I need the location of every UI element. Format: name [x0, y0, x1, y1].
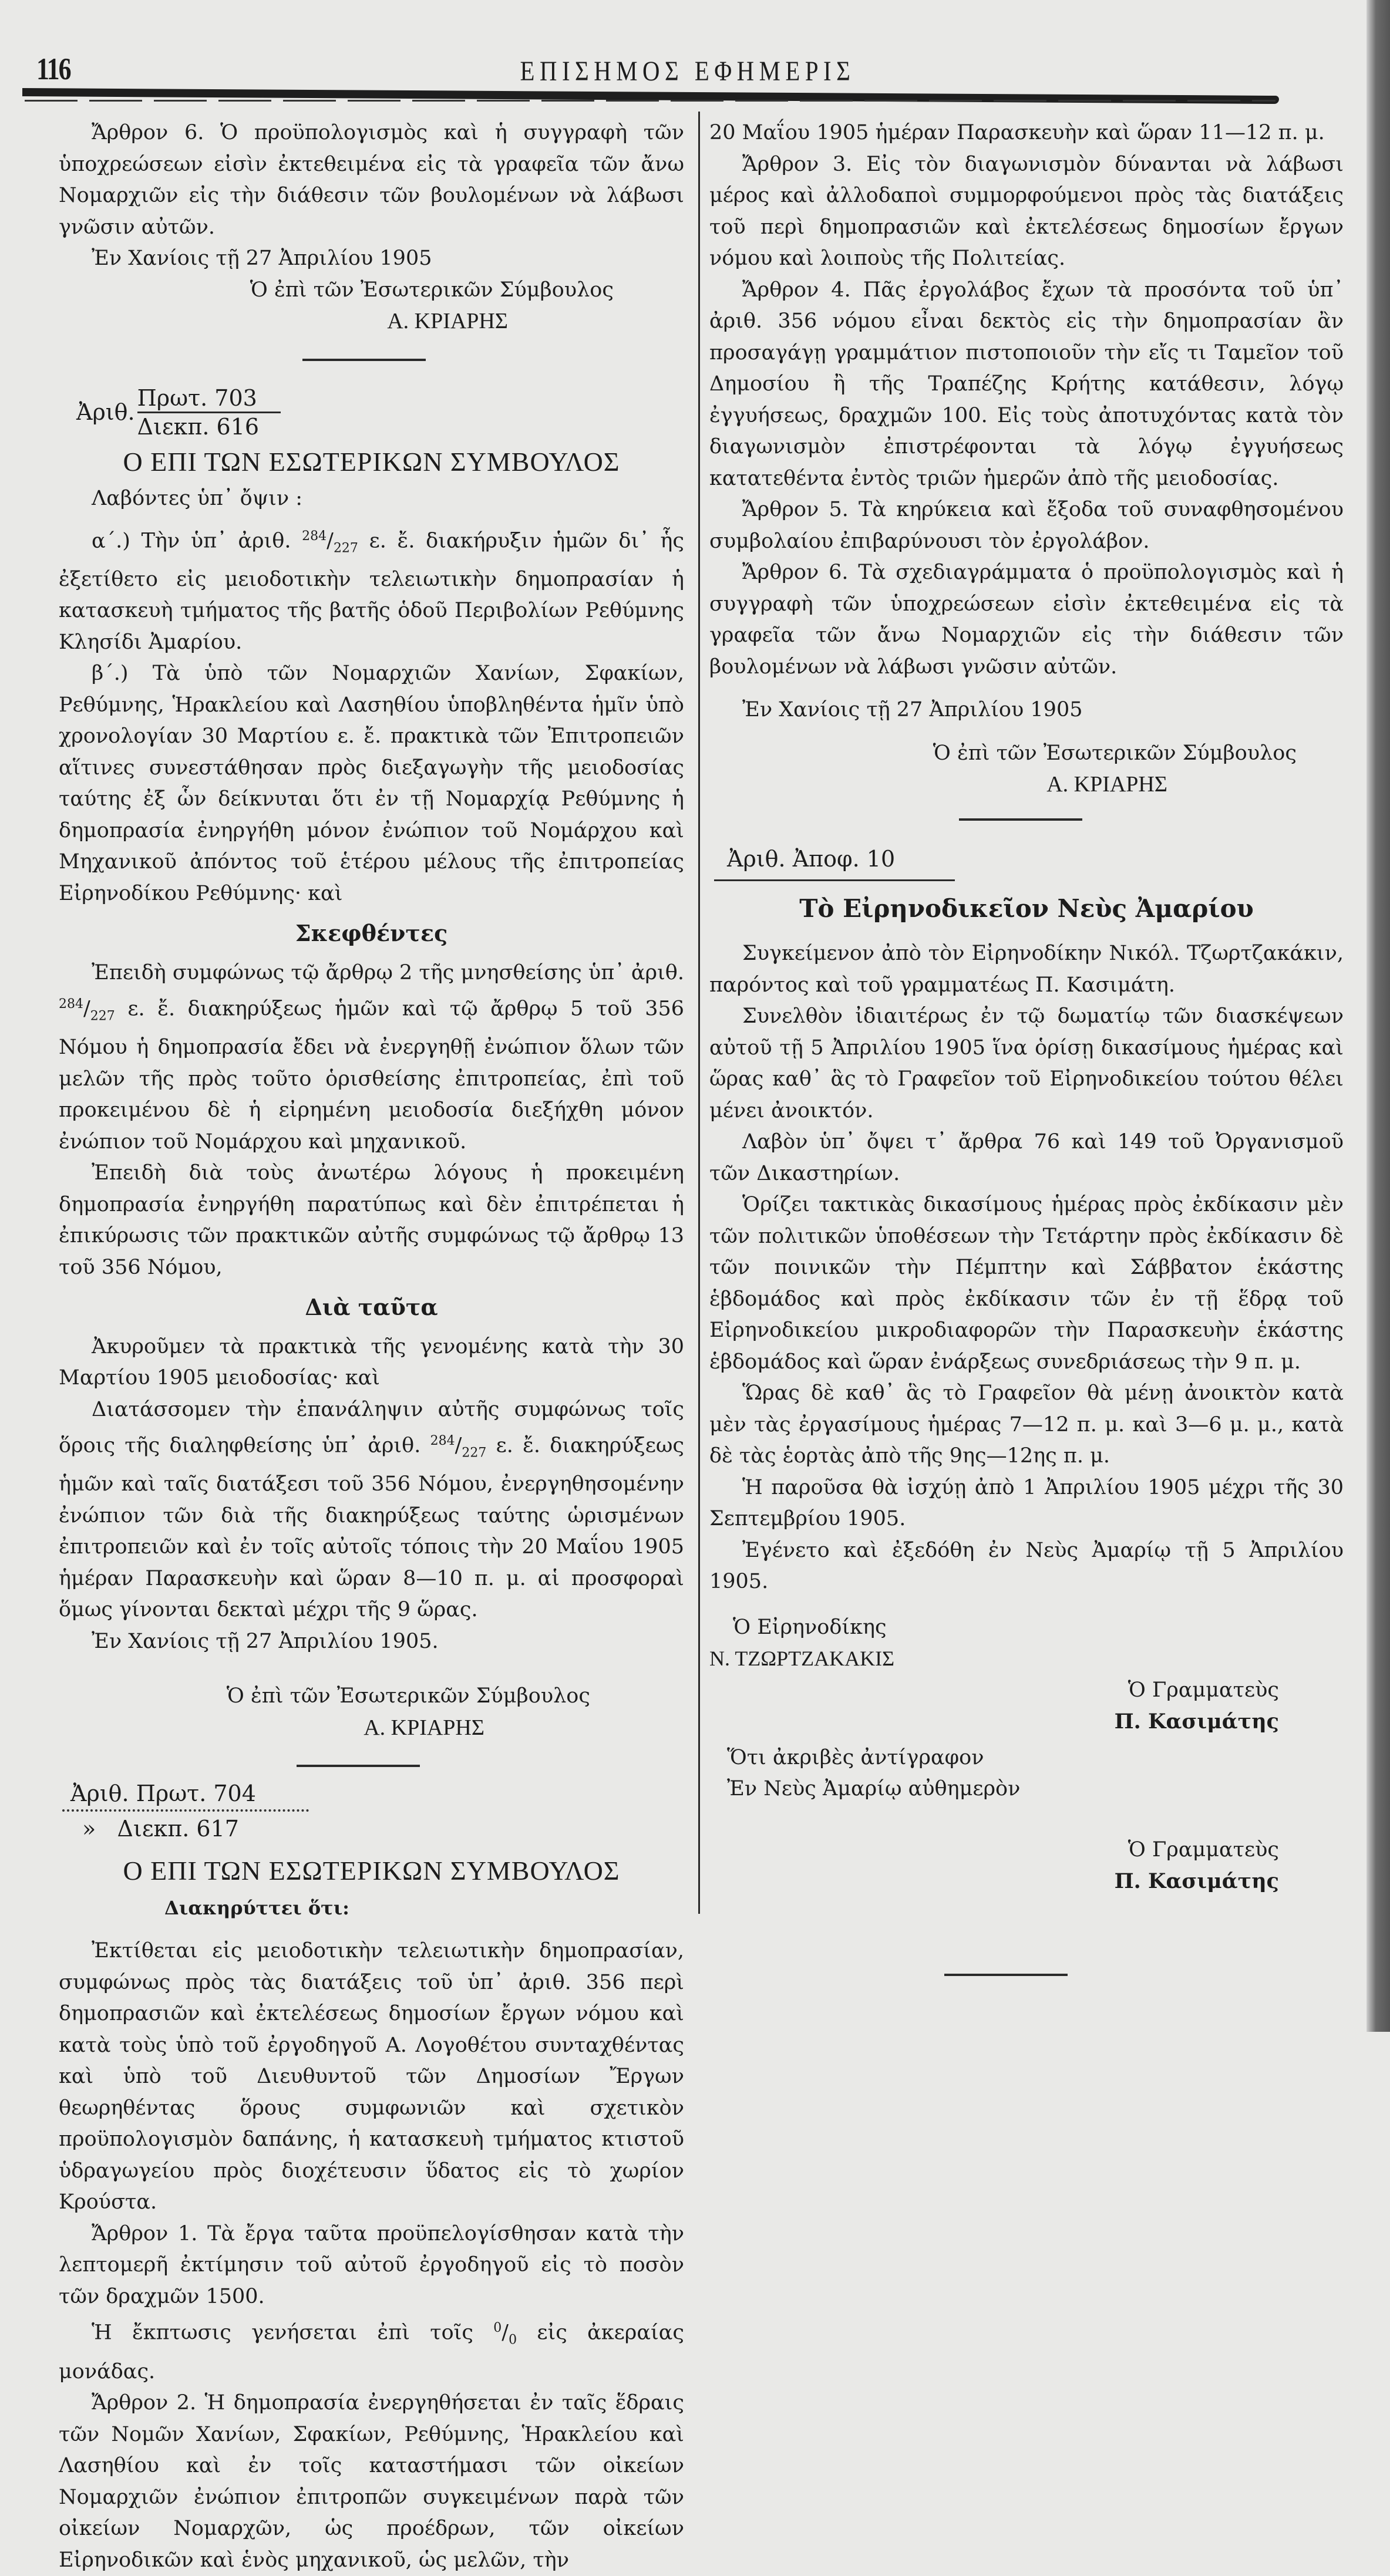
- discount-rest: εἰς ἀκεραίας μονάδας.: [59, 2321, 684, 2383]
- fraction-denominator: 227: [462, 1445, 487, 1461]
- protocol-number: Πρωτ. 703: [137, 385, 281, 413]
- article-3: Ἄρθρον 3. Εἰς τὸν διαγωνισμὸν δύνανται νὰ λάβωσι μέρος καὶ ἀλλοδαποὶ συμμορφούμενοι πρὸς τὰς διατάξεις τοῦ περὶ δημοπρασιῶν καὶ ἐκτελέσεως δημοσίων ἔργων νόμου καὶ λοιποὺς τῆς Πολιτείας.: [709, 152, 1344, 270]
- percent-bottom: 0: [509, 2333, 517, 2348]
- decision-number-10: Ἀριθ. Ἀποφ. 10: [727, 845, 896, 872]
- court-validity: Ἡ παροῦσα θὰ ἰσχύῃ ἀπὸ 1 Ἀπριλίου 1905 μέχρι τῆς 30 Σεπτεμβρίου 1905.: [709, 1475, 1344, 1530]
- gazette-masthead: ΕΠΙΣΗΜΟΣ ΕΦΗΜΕΡΙΣ: [520, 56, 856, 87]
- column-divider: [698, 112, 700, 1914]
- signer-name: Α. ΚΡΙΑΡΗΣ: [364, 1715, 484, 1740]
- article-1: Ἄρθρον 1. Τὰ ἔργα ταῦτα προϋπελογίσθησαν κατὰ τὴν λεπτομερῆ ἐκτίμησιν τοῦ αὐτοῦ ἐργοδηγοῦ εἰς τὸ ποσὸν τῶν δραχμῶν 1500.: [59, 2221, 684, 2308]
- protocol-number-704: Ἀριθ. Πρωτ. 704: [70, 1781, 256, 1807]
- fraction-denominator: 227: [90, 1009, 115, 1024]
- certified-place-line: Ἐν Νεὺς Ἀμαρίῳ αὐθημερὸν: [727, 1777, 1021, 1800]
- section-divider: [302, 359, 426, 361]
- annul-paragraph: Ἀκυροῦμεν τὰ πρακτικὰ τῆς γενομένης κατὰ τὴν 30 Μαρτίου 1905 μειοδοσίας· καὶ: [59, 1334, 684, 1390]
- item-b: β΄.) Τὰ ὑπὸ τῶν Νομαρχιῶν Χανίων, Σφακίων, Ρεθύμνης, Ἡρακλείου καὶ Λασηθίου ὑποβληθέντα ἡμῖν ὑπὸ χρονολογίαν 30 Μαρτίου ε. ἔ. πρακτικὰ τῶν Ἐπιτροπειῶν αἵτινες συνεστάθησαν πρὸς διεξαγωγὴν τῆς μειοδοσίας ταύτης ἐξ ὧν δείκνυται ὅτι ἐν τῇ Νομαρχίᾳ Ρεθύμνης ἡ δημοπρασία ἐνηργήθη μόνον ἐνώπιον τοῦ Νομάρχου καὶ Μηχανικοῦ ἀπόντος τοῦ ἑτέρου μέλους τῆς ἐπιτροπείας Εἰρηνοδίκου Ρεθύμνης· καὶ: [59, 662, 684, 905]
- judge-title: Ὁ Εἰρηνοδίκης: [733, 1615, 887, 1639]
- discount-paragraph: Ἡ ἔκπτωσις γενήσεται ἐπὶ τοῖς $^0/_0$ εἰς ἀκεραίας μονάδας.: [59, 2321, 684, 2383]
- fraction-numerator: 284: [430, 1434, 455, 1449]
- page-header: [0, 0, 1390, 103]
- item-a-start: α΄.) Τὴν ὑπ᾽ ἀριθ.: [92, 529, 291, 553]
- article-5: Ἄρθρον 5. Τὰ κηρύκεια καὶ ἔξοδα τοῦ συναφθησομένου συμβολαίου ἐπιβαρύνουσι τὸν ἐργολάβον.: [709, 498, 1344, 553]
- decision-heading: Ο ΕΠΙ ΤΩΝ ΕΣΩΤΕΡΙΚΩΝ ΣΥΜΒΟΥΛΟΣ: [123, 1856, 620, 1886]
- header-rule-thick: [22, 88, 1279, 104]
- section-divider: [944, 1974, 1068, 1976]
- whereas-1-start: Ἐπειδὴ συμφώνως τῷ ἄρθρῳ 2 τῆς μνησθείσης ὑπ᾽ ἀριθ.: [92, 960, 684, 984]
- court-issued: Ἐγένετο καὶ ἐξεδόθη ἐν Νεὺς Ἀμαρίῳ τῇ 5 Ἀπριλίου 1905.: [709, 1538, 1344, 1593]
- considering-heading: Σκεφθέντες: [295, 920, 448, 947]
- decision-number-703: [76, 385, 684, 440]
- arith-label: Ἀριθ.: [76, 399, 135, 425]
- order-paragraph: Διατάσσομεν τὴν ἐπανάληψιν αὐτῆς συμφώνως τοῖς ὅροις τῆς διαληφθείσης ὑπ᾽ ἀριθ. $^{284}/_{227}$ ε. ἔ. διακηρύξεως ἡμῶν καὶ ταῖς διατάξεσι τοῦ 356 Νόμου, ἐνεργηθησομένην ἐνώπιον τῶν διὰ τῆς διακηρύξεως ταύτης ὡρισμένων ἐπιτροπειῶν καὶ ἐν τοῖς αὐτοῖς τόποις τὴν 20 Μαΐου 1905 ἡμέραν Παρασκευὴν καὶ ὥραν 8—10 π. μ. αἱ προσφοραὶ ὅμως γίνονται δεκταὶ μέχρι τῆς 9 ὥρας.: [59, 1397, 684, 1622]
- signer-name: Α. ΚΡΙΑΡΗΣ: [1046, 772, 1167, 797]
- discount-start: Ἡ ἔκπτωσις γενήσεται ἐπὶ τοῖς: [92, 2321, 473, 2345]
- header-rule-thin: [25, 100, 1275, 102]
- court-office-hours: Ὥρας δὲ καθ᾽ ἃς τὸ Γραφεῖον θὰ μένῃ ἀνοικτὸν κατὰ μὲν τὰς ἐργασίμους ἡμέρας 7—12 π. μ. καὶ 3—6 μ. μ., κατὰ δὲ τὰς ἑορτὰς ἀπὸ τῆς 9ης—12ης π. μ.: [709, 1381, 1344, 1468]
- court-composition: Συγκείμενον ἀπὸ τὸν Εἰρηνοδίκην Νικόλ. Τζωρτζακάκιν, παρόντος καὶ τοῦ γραμματέως Π. Κασιμάτη.: [709, 942, 1344, 997]
- secretary-title: Ὁ Γραμματεὺς: [1128, 1837, 1279, 1862]
- section-divider: [297, 1765, 420, 1767]
- secretary-name: Π. Κασιμάτης: [1114, 1710, 1279, 1734]
- ditto-mark: »: [82, 1816, 96, 1842]
- left-column: [59, 117, 684, 2576]
- therefore-heading: Διὰ ταῦτα: [305, 1294, 438, 1321]
- whereas-2: Ἐπειδὴ διὰ τοὺς ἀνωτέρω λόγους ἡ προκειμένη δημοπρασία ἐνηργήθη παρατύπως καὶ δὲν ἐπιτρέπεται ἡ ἐπικύρωσις τῶν πρακτικῶν αὐτῆς συμφώνως τῷ ἄρθρῳ 13 τοῦ 356 Νόμου,: [59, 1161, 684, 1279]
- signer-title: Ὁ ἐπὶ τῶν Ἐσωτερικῶν Σύμβουλος: [226, 1684, 590, 1708]
- percent-top: 0: [493, 2321, 502, 2336]
- decision-intro: Λαβόντες ὑπ᾽ ὄψιν :: [92, 487, 303, 510]
- article-2: Ἄρθρον 2. Ἡ δημοπρασία ἐνεργηθήσεται ἐν ταῖς ἕδραις τῶν Νομῶν Χανίων, Σφακίων, Ρεθύμνης, Ἡρακλείου καὶ Λασηθίου καὶ ἐν τοῖς καταστήμασι τῶν οἰκείων Νομαρχιῶν ἐνώπιον ἐπιτροπῶν συγκειμένων παρὰ τῶν οἰκείων Νομαρχῶν, ὡς προέδρων, τῶν οἰκείων Εἰρηνοδικῶν καὶ ἑνὸς μηχανικοῦ, ὡς μελῶν, τὴν: [59, 2391, 684, 2572]
- fraction-denominator: 227: [333, 541, 358, 556]
- secretary-name: Π. Κασιμάτης: [1114, 1869, 1279, 1893]
- signer-title: Ὁ ἐπὶ τῶν Ἐσωτερικῶν Σύμβουλος: [933, 741, 1297, 765]
- scan-page-edge: [1367, 0, 1390, 2032]
- right-column: [709, 117, 1344, 1976]
- article-6: Ἄρθρον 6. Τὰ σχεδιαγράμματα ὁ προϋπολογισμὸς καὶ ἡ συγγραφὴ τῶν ὑποχρεώσεων εἰσὶν ἐκτεθειμένα εἰς τὰ γραφεῖα τῶν ἄνω Νομαρχιῶν εἰς τὴν διάθεσιν τῶν βουλομένων νὰ λάβωσι γνῶσιν αὐτῶν.: [709, 561, 1344, 679]
- tender-paragraph: Ἐκτίθεται εἰς μειοδοτικὴν τελειωτικὴν δημοπρασίαν, συμφώνως πρὸς τὰς διατάξεις τοῦ ὑπ᾽ ἀριθ. 356 περὶ δημοπρασιῶν καὶ ἐκτελέσεως δημοσίων ἔργων νόμου καὶ κατὰ τοὺς ὑπὸ τοῦ ἐργοδηγοῦ Α. Λογοθέτου συνταχθέντας καὶ ὑπὸ τοῦ Διευθυντοῦ τῶν Δημοσίων Ἔργων θεωρηθέντας ὅρους συμφωνιῶν καὶ σχετικὸν προϋπολογισμὸν δαπάνης, ἡ κατασκευὴ τμήματος κτιστοῦ ὑδραγωγείου πρὸς διοχέτευσιν ὕδατος εἰς τὸ χωρίον Κρούστα.: [59, 1939, 684, 2214]
- page-number: 116: [36, 52, 70, 86]
- section-divider: [959, 818, 1082, 821]
- place-date: Ἐν Χανίοις τῇ 27 Ἀπριλίου 1905: [742, 698, 1083, 721]
- secretary-title: Ὁ Γραμματεὺς: [1128, 1678, 1279, 1702]
- dispatch-number: Διεκπ. 616: [137, 413, 260, 440]
- court-considering: Λαβὸν ὑπ᾽ ὄψει τ᾽ ἄρθρα 76 καὶ 149 τοῦ Ὀργανισμοῦ τῶν Δικαστηρίων.: [709, 1130, 1344, 1185]
- place-date: Ἐν Χανίοις τῇ 27 Ἀπριλίου 1905: [92, 247, 432, 270]
- fraction-numerator: 284: [59, 997, 83, 1012]
- judge-name: Ν. ΤΖΩΡΤΖΑΚΑΚΙΣ: [709, 1647, 895, 1670]
- dispatch-label: Διεκπ. 617: [117, 1816, 239, 1842]
- item-a-rest: ε. ἔ. διακήρυξιν ἡμῶν δι᾽ ἧς ἐξετίθετο εἰς μειοδοτικὴν τελειωτικὴν δημοπρασίαν ἡ κατασκευὴ τμήματος τῆς βατῆς ὁδοῦ Περιβολίων Ρεθύμνης Κλησίδι Ἀμαρίου.: [59, 529, 684, 654]
- continuation-line: 20 Μαΐου 1905 ἡμέραν Παρασκευὴν καὶ ὥραν 11—12 π. μ.: [709, 121, 1325, 144]
- place-date: Ἐν Χανίοις τῇ 27 Ἀπριλίου 1905.: [92, 1629, 439, 1653]
- decision-heading: Ο ΕΠΙ ΤΩΝ ΕΣΩΤΕΡΙΚΩΝ ΣΥΜΒΟΥΛΟΣ: [123, 446, 620, 477]
- signer-title: Ὁ ἐπὶ τῶν Ἐσωτερικῶν Σύμβουλος: [250, 278, 614, 302]
- court-hearing-days: Ὁρίζει τακτικὰς δικασίμους ἡμέρας πρὸς ἐκδίκασιν μὲν τῶν πολιτικῶν ὑποθέσεων τὴν Τετάρτην πρὸς ἐκδίκασιν δὲ τῶν ποινικῶν τὴν Πέμπτην καὶ Σάββατον ἑκάστης ἑβδομάδος καὶ πρὸς ἐκδίκασιν τῶν ἐν τῇ ἕδρᾳ τοῦ Εἰρηνοδικείου μικροδιαφορῶν τὴν Παρασκευὴν ἑκάστης ἑβδομάδος καὶ ὥραν ἐνάρξεως συνεδριάσεως τὴν 9 π. μ.: [709, 1193, 1344, 1374]
- signer-name: Α. ΚΡΙΑΡΗΣ: [387, 309, 508, 333]
- fraction-numerator: 284: [302, 528, 327, 544]
- court-meeting: Συνελθὸν ἰδιαιτέρως ἐν τῷ δωματίῳ τῶν διασκέψεων αὐτοῦ τῇ 5 Ἀπριλίου 1905 ἵνα ὁρίσῃ δικασίμους ἡμέρας καὶ ὥρας καθ᾽ ἃς τὸ Γραφεῖον τοῦ Εἰρηνοδικείου τούτου θέλει μένει ἀνοικτόν.: [709, 1004, 1344, 1122]
- whereas-1: Ἐπειδὴ συμφώνως τῷ ἄρθρῳ 2 τῆς μνησθείσης ὑπ᾽ ἀριθ. $^{284}/_{227}$ ε. ἔ. διακηρύξεως ἡμῶν καὶ τῷ ἄρθρῳ 5 τοῦ 356 Νόμου ἡ δημοπρασία ἔδει νὰ ἐνεργηθῇ ἐνώπιον ὅλων τῶν μελῶν τῆς πρὸς τοῦτο ὁρισθείσης ἐπιτροπείας, ἐπὶ τοῦ προκειμένου δὲ ἡ εἰρημένη μειοδοσία διεξήχθη μόνον ἐνώπιον τοῦ Νομάρχου καὶ μηχανικοῦ.: [59, 960, 684, 1154]
- item-a: α΄.) Τὴν ὑπ᾽ ἀριθ. $^{284}/_{227}$ ε. ἔ. διακήρυξιν ἡμῶν δι᾽ ἧς ἐξετίθετο εἰς μειοδοτικὴν τελειωτικὴν δημοπρασίαν ἡ κατασκευὴ τμήματος τῆς βατῆς ὁδοῦ Περιβολίων Ρεθύμνης Κλησίδι Ἀμαρίου.: [59, 528, 684, 654]
- dotted-rule: [62, 1809, 309, 1812]
- article-6-previous: Ἄρθρον 6. Ὁ προϋπολογισμὸς καὶ ἡ συγγραφὴ τῶν ὑποχρεώσεων εἰσὶν ἐκτεθειμένα εἰς τὰ γραφεῖα τῶν ἄνω Νομαρχιῶν εἰς τὴν διάθεσιν τῶν βουλομένων νὰ λάβωσι γνῶσιν αὐτῶν.: [59, 121, 684, 239]
- protocol-fraction: [137, 385, 281, 440]
- order-rest: ε. ἔ. διακηρύξεως ἡμῶν καὶ ταῖς διατάξεσι τοῦ 356 Νόμου, ἐνεργηθησομένην ἐνώπιον τῶν διὰ τῆς διακηρύξεως ταύτης ὡρισμένων ἐπιτροπειῶν καὶ ἐν τοῖς αὐτοῖς τόποις τὴν 20 Μαΐου 1905 ἡμέραν Παρασκευὴν καὶ ὥραν 8—10 π. μ. αἱ προσφοραὶ ὅμως γίνονται δεκταὶ μέχρι τῆς 9 ὥρας.: [59, 1434, 684, 1622]
- court-heading: Τὸ Εἰρηνοδικεῖον Νεὺς Ἀμαρίου: [799, 893, 1254, 923]
- number-underline: [714, 879, 955, 881]
- dispatch-number-617: [82, 1814, 684, 1843]
- whereas-1-rest: ε. ἔ. διακηρύξεως ἡμῶν καὶ τῷ ἄρθρῳ 5 τοῦ 356 Νόμου ἡ δημοπρασία ἔδει νὰ ἐνεργηθῇ ἐνώπιον ὅλων τῶν μελῶν τῆς πρὸς τοῦτο ὁρισθείσης ἐπιτροπείας, ἐπὶ τοῦ προκειμένου δὲ ἡ εἰρημένη μειοδοσία διεξήχθη μόνον ἐνώπιον τοῦ Νομάρχου καὶ μηχανικοῦ.: [59, 997, 684, 1154]
- certified-copy-line: Ὅτι ἀκριβὲς ἀντίγραφον: [727, 1745, 984, 1769]
- article-4: Ἄρθρον 4. Πᾶς ἐργολάβος ἔχων τὰ προσόντα τοῦ ὑπ᾽ ἀριθ. 356 νόμου εἶναι δεκτὸς εἰς τὴν δημοπρασίαν ἂν προσαγάγῃ γραμμάτιον πιστοποιοῦν τὴν εἴς τι Ταμεῖον τοῦ Δημοσίου ἢ τῆς Τραπέζης Κρήτης κατάθεσιν, λόγῳ ἐγγυήσεως, δραχμῶν 100. Εἰς τοὺς ἀποτυχόντας κατὰ τὸν διαγωνισμὸν ἐπιστρέφονται τὰ λόγῳ ἐγγυήσεως κατατεθέντα ἐντὸς τριῶν ἡμερῶν ἀπὸ τῆς μειοδοσίας.: [709, 278, 1344, 490]
- announces-heading: Διακηρύττει ὅτι:: [164, 1896, 349, 1919]
- order-start: Διατάσσομεν τὴν ἐπανάληψιν αὐτῆς συμφώνως τοῖς ὅροις τῆς διαληφθείσης ὑπ᾽ ἀριθ.: [59, 1397, 684, 1458]
